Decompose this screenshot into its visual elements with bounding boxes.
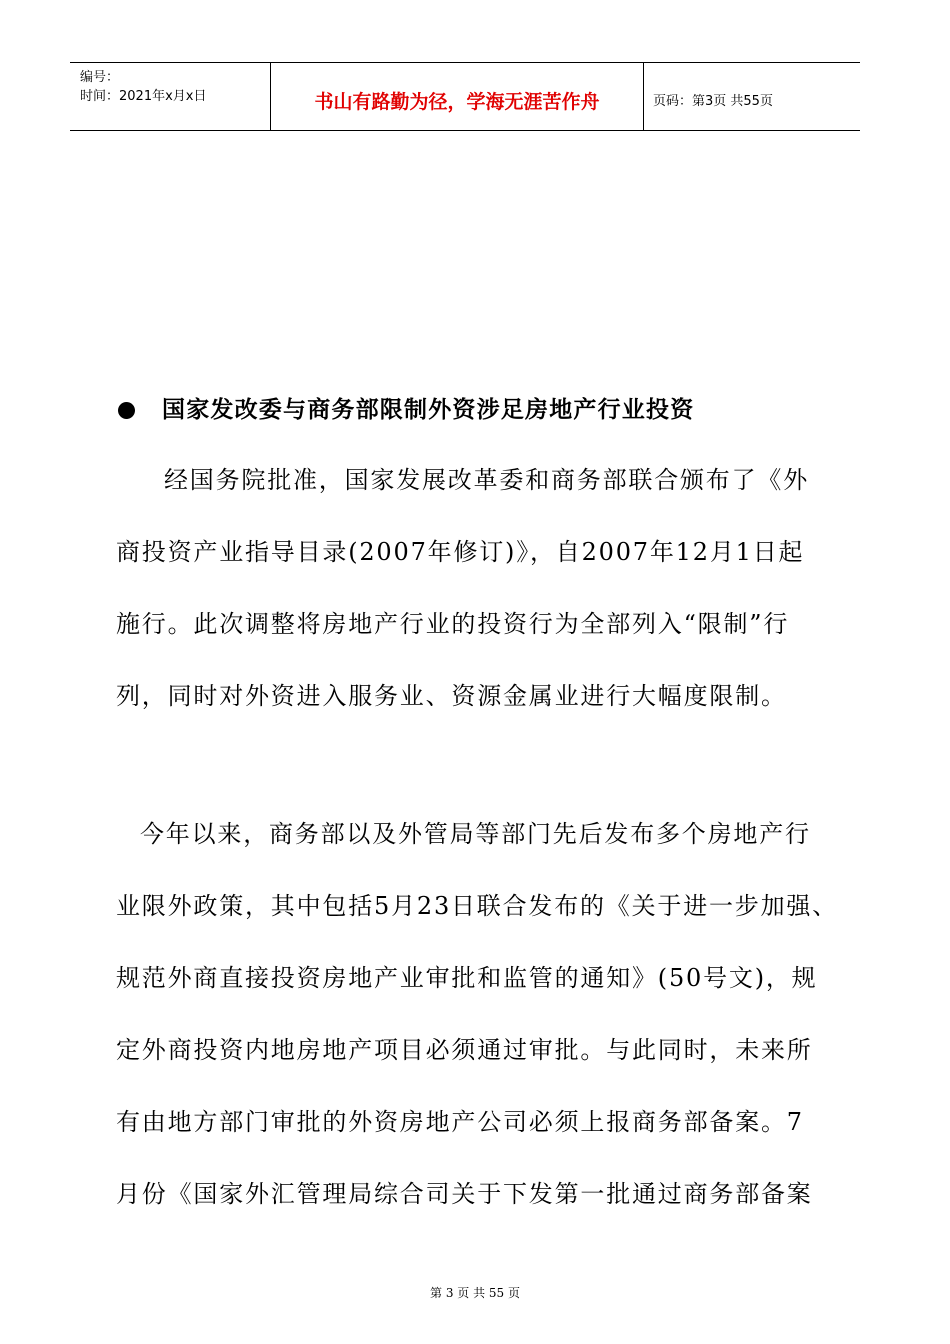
paragraph2-line: 定外商投资内地房地产项目必须通过审批。与此同时，未来所: [116, 1036, 813, 1064]
paragraph1-line: 列，同时对外资进入服务业、资源金属业进行大幅度限制。: [116, 682, 787, 710]
paragraph2-line: 规范外商直接投资房地产业审批和监管的通知》(50号文)，规: [116, 964, 818, 992]
paragraph2-line: 月份《国家外汇管理局综合司关于下发第一批通过商务部备案: [116, 1180, 813, 1208]
page-footer: 第 3 页 共 55 页: [430, 1286, 520, 1300]
paragraph2-line: 有由地方部门审批的外资房地产公司必须上报商务部备案。7: [116, 1108, 804, 1136]
page-code: 页码：第3页 共55页: [653, 94, 773, 109]
paragraph2-line: 业限外政策，其中包括5月23日联合发布的《关于进一步加强、: [116, 892, 839, 920]
document-header: [70, 62, 860, 131]
header-page-cell: [643, 63, 860, 130]
section-heading: [118, 392, 838, 428]
header-meta-cell: [70, 63, 270, 130]
paragraph2-line: 今年以来，商务部以及外管局等部门先后发布多个房地产行: [140, 820, 811, 848]
number-label: 编号：: [80, 70, 120, 85]
paragraph1-line: 施行。此次调整将房地产行业的投资行为全部列入“限制”行: [116, 610, 790, 638]
paragraph1-line: 商投资产业指导目录(2007年修订)》，自2007年12月1日起: [116, 538, 805, 566]
bullet-icon: [118, 402, 135, 419]
header-motto-cell: [270, 63, 644, 130]
date-label: 时间：2021年x月x日: [80, 89, 207, 104]
section-heading-text: 国家发改委与商务部限制外资涉足房地产行业投资: [162, 397, 695, 423]
motto-text: 书山有路勤为径，学海无涯苦作舟: [314, 91, 600, 113]
paragraph1-line: 经国务院批准，国家发展改革委和商务部联合颁布了《外: [164, 466, 809, 494]
